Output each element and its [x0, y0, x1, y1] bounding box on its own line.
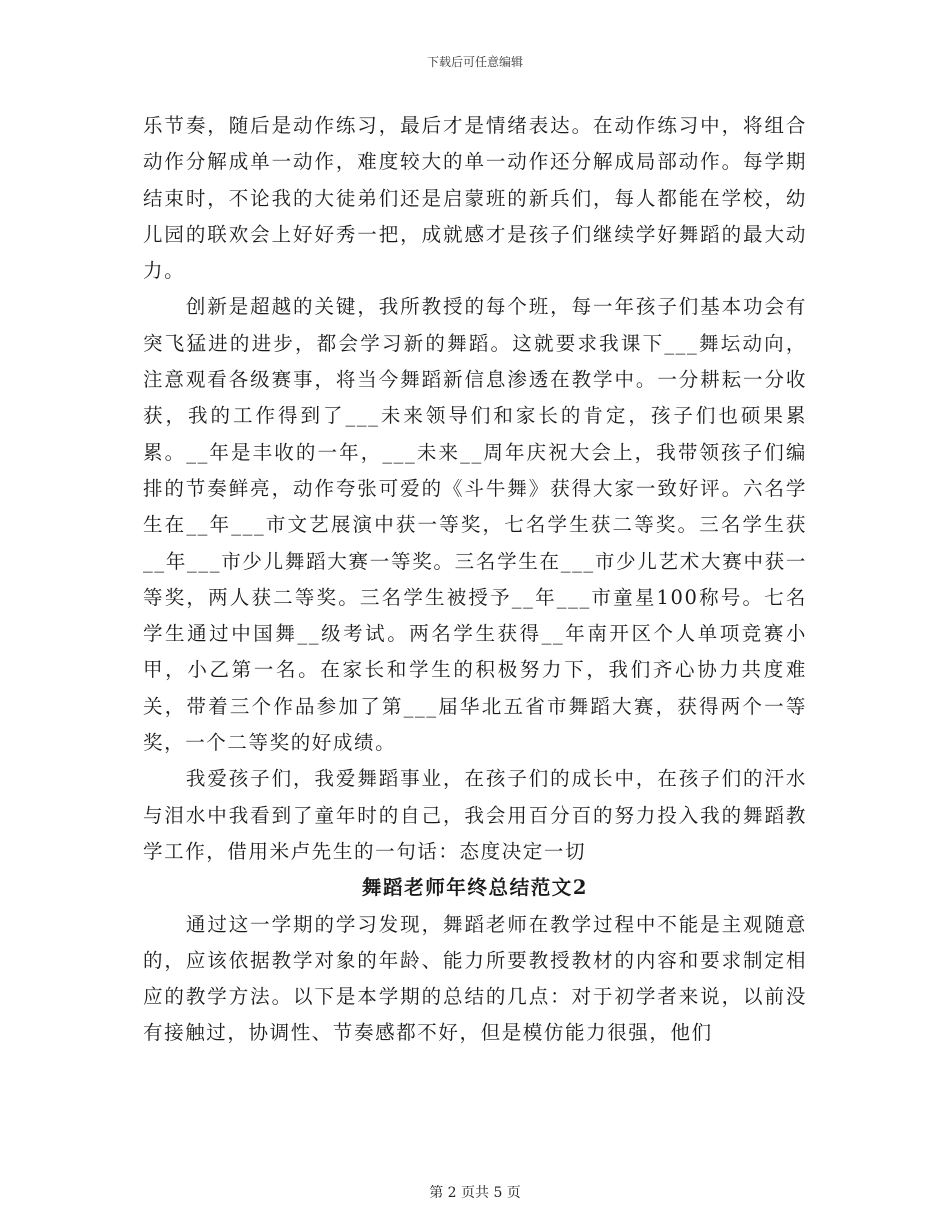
paragraph-3: 我爱孩子们，我爱舞蹈事业，在孩子们的成长中，在孩子们的汗水与泪水中我看到了童年时的自己，我会用百分百的努力投入我的舞蹈教学工作，借用米卢先生的一句话：态度决定一切 [143, 767, 807, 863]
document-body [143, 108, 807, 1052]
page-footer: 第 2 页共 5 页 [429, 1185, 521, 1201]
paragraph-2: 创新是超越的关键，我所教授的每个班，每一年孩子们基本功会有突飞猛进的进步，都会学习新的舞蹈。这就要求我课下___舞坛动向，注意观看各级赛事，将当今舞蹈新信息渗透在教学中。一分耕耘一分收获，我的工作得到了___未来领导们和家长的肯定，孩子们也硕果累累。__年是丰收的一年，___未来__周年庆祝大会上，我带领孩子们编排的节奏鲜亮，动作夸张可爱的《斗牛舞》获得大家一致好评。六名学生在__年___市文艺展演中获一等奖，七名学生获二等奖。三名学生获__年___市少儿舞蹈大赛一等奖。三名学生在___市少儿艺术大赛中获一等奖，两人获二等奖。三名学生被授予__年___市童星100称号。七名学生通过中国舞__级考试。两名学生获得__年南开区个人单项竞赛小甲，小乙第一名。在家长和学生的积极努力下，我们齐心协力共度难关，带着三个作品参加了第___届华北五省市舞蹈大赛，获得两个一等奖，一个二等奖的好成绩。 [143, 295, 807, 755]
section-title: 舞蹈老师年终总结范文2 [361, 876, 589, 900]
paragraph-1: 乐节奏，随后是动作练习，最后才是情绪表达。在动作练习中，将组合动作分解成单一动作，难度较大的单一动作还分解成局部动作。每学期结束时，不论我的大徒弟们还是启蒙班的新兵们，每人都能在学校，幼儿园的联欢会上好好秀一把，成就感才是孩子们继续学好舞蹈的最大动力。 [143, 114, 807, 283]
page-header: 下载后可任意编辑 [426, 55, 523, 69]
paragraph-4: 通过这一学期的学习发现，舞蹈老师在教学过程中不能是主观随意的，应该依据教学对象的年龄、能力所要教授教材的内容和要求制定相应的教学方法。以下是本学期的总结的几点：对于初学者来说，以前没有接触过，协调性、节奏感都不好，但是模仿能力很强，他们 [143, 912, 807, 1045]
